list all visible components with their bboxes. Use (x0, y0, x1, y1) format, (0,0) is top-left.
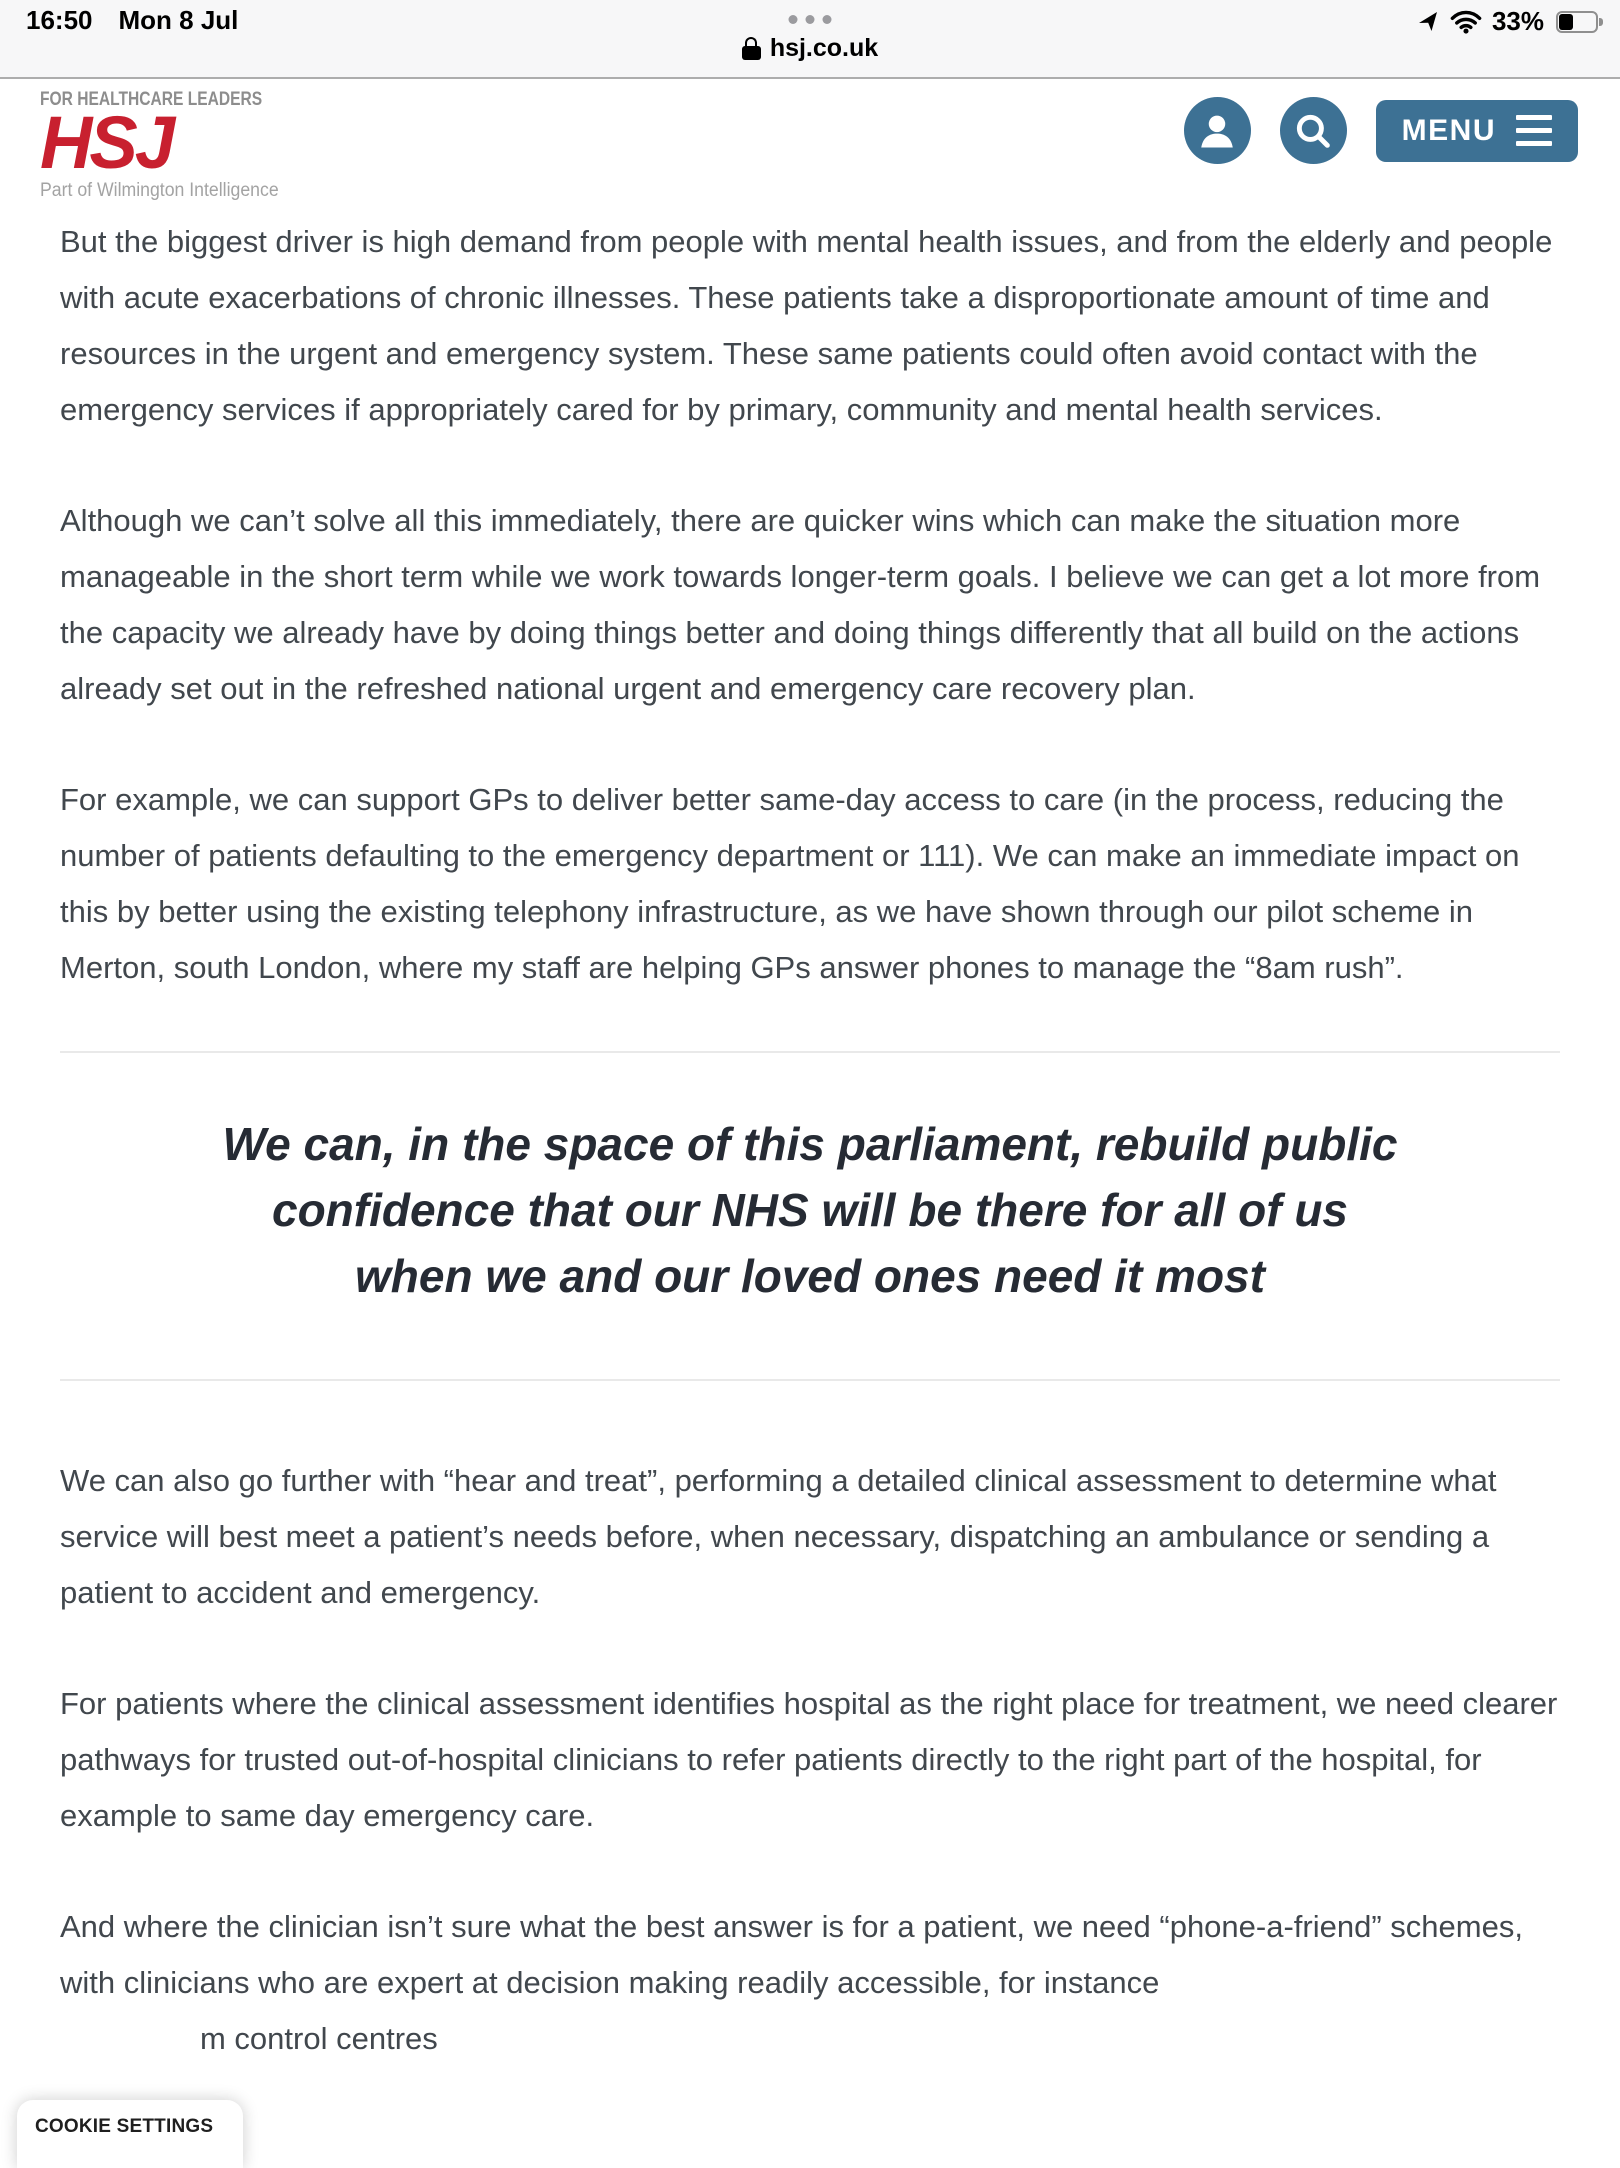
status-time-date (26, 5, 238, 36)
logo-subtext: Part of Wilmington Intelligence (40, 179, 279, 201)
hamburger-bar (1516, 115, 1552, 120)
menu-button[interactable] (1376, 100, 1578, 162)
lock-body (742, 46, 761, 60)
article-paragraph: For patients where the clinical assessment identifies hospital as the right place for treatment, we need clearer pathways for trusted out-of-hospital clinicians to refer patients directly to the right part of the hospital, for example to same day emergency care. (60, 1686, 1558, 1833)
logo-name: HSJ (40, 101, 173, 184)
header-actions (1184, 97, 1578, 164)
cookie-settings-label: COOKIE SETTINGS (35, 2116, 214, 2137)
hamburger-bar (1516, 141, 1552, 146)
article-body (60, 184, 1560, 2067)
lock-icon (742, 37, 761, 61)
pull-quote (60, 1111, 1560, 1309)
divider-rule (60, 1051, 1560, 1053)
location-arrow-icon (1416, 10, 1440, 34)
dot-icon (789, 15, 798, 24)
url-text[interactable]: hsj.co.uk (769, 34, 879, 62)
hamburger-bar (1516, 128, 1552, 133)
battery-icon (1556, 11, 1598, 33)
article-paragraph: Although we can’t solve all this immediately, there are quicker wins which can make the situation more manageable in the short term while we work towards longer-term goals. I believe we can get a lot more from the capacity we already have by doing things better and doing things differently that all build on the actions already set out in the refreshed national urgent and emergency care recovery plan. (60, 503, 1541, 706)
profile-button[interactable] (1184, 97, 1251, 164)
battery-percent: 33% (1491, 6, 1544, 36)
article-cutoff-line: m control centres (200, 2021, 438, 2056)
status-date: Mon 8 Jul (118, 5, 239, 35)
status-time: 16:50 (26, 5, 93, 35)
article-paragraph: But the biggest driver is high demand from people with mental health issues, and from the elderly and people with acute exacerbations of chronic illnesses. These patients take a disproportionate amount of time and resources in the urgent and emergency system. These same patients could often avoid contact with the emergency services if appropriately cared for by primary, community and mental health services. (60, 224, 1553, 427)
site-header (0, 81, 1620, 201)
search-button[interactable] (1280, 97, 1347, 164)
hamburger-icon (1516, 115, 1552, 146)
multitasking-dots-icon[interactable] (789, 15, 832, 24)
battery-nub (1599, 18, 1603, 26)
battery-fill (1559, 14, 1573, 30)
dot-icon (823, 15, 832, 24)
article-paragraph: For example, we can support GPs to deliver better same-day access to care (in the process, reducing the number of patients defaulting to the emergency department or 111). We can make an immediate impact on this by better using the existing telephony infrastructure, as we have shown through our pilot scheme in Merton, south London, where my staff are helping GPs answer phones to manage the “8am rush”. (60, 782, 1520, 985)
menu-button-label: MENU (1401, 113, 1496, 147)
wifi-icon (1450, 9, 1482, 34)
pull-quote-line: confidence that our NHS will be there for all of us (271, 1184, 1348, 1236)
address-bar[interactable] (0, 34, 1620, 63)
pull-quote-line: when we and our loved ones need it most (355, 1250, 1265, 1302)
divider-rule (60, 1379, 1560, 1381)
search-icon (1292, 110, 1334, 152)
article-paragraph: And where the clinician isn’t sure what the best answer is for a patient, we need “phone-a-friend” schemes, with clinicians who are expert at decision making readily accessible, for instance (60, 1909, 1523, 2000)
pull-quote-line: We can, in the space of this parliament, rebuild public (222, 1118, 1398, 1170)
dot-icon (806, 15, 815, 24)
cookie-settings-button[interactable] (17, 2100, 243, 2168)
logo-tagline: FOR HEALTHCARE LEADERS (40, 89, 263, 110)
profile-icon (1195, 109, 1239, 153)
browser-chrome (0, 0, 1620, 79)
article-paragraph: We can also go further with “hear and treat”, performing a detailed clinical assessment to determine what service will best meet a patient’s needs before, when necessary, dispatching an ambulance or sending a patient to accident and emergency. (60, 1463, 1497, 1610)
status-icons (1416, 6, 1598, 37)
